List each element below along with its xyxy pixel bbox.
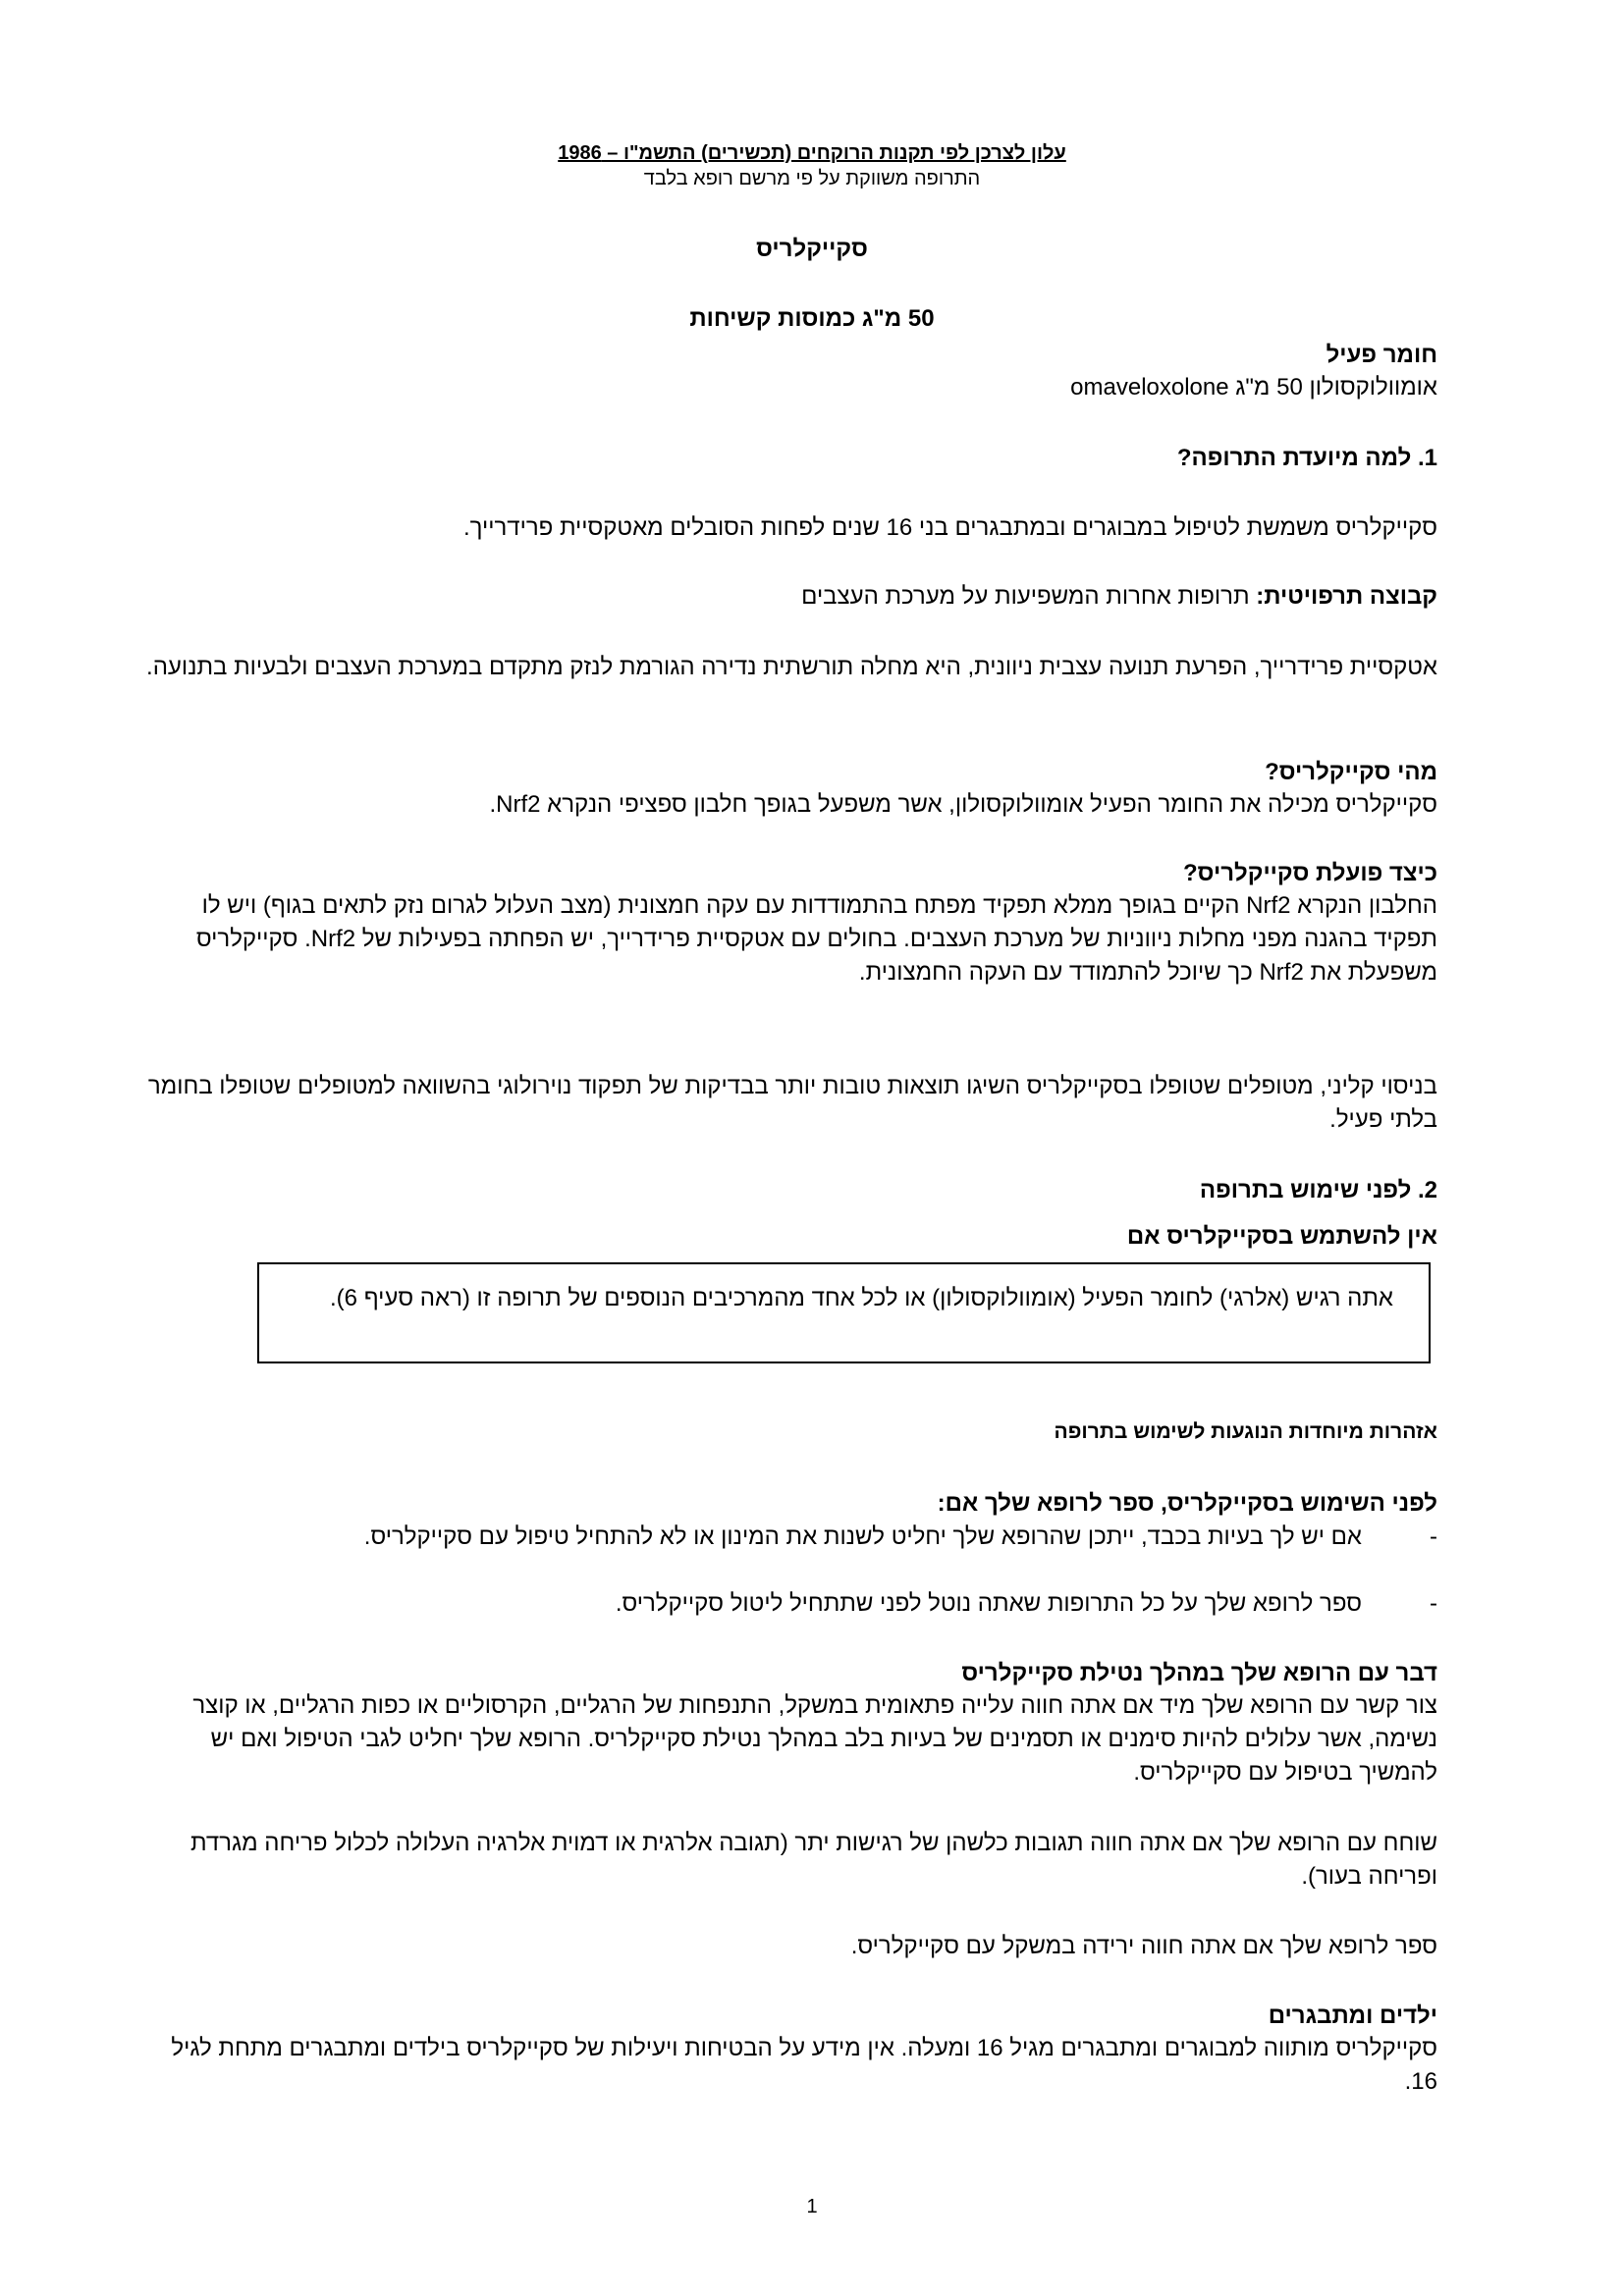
before-use-item-2: ספר לרופא שלך על כל התרופות שאתה נוטל לפני שתתחיל ליטול סקייקלריס. [615,1590,1362,1617]
therapeutic-group-label: קבוצה תרפויטית: [1256,583,1437,610]
section-2-heading: 2. לפני שימוש בתרופה [1199,1177,1437,1203]
page-number: 1 [806,2196,818,2217]
children-text: סקייקלריס מותווה למבוגרים ומתבגרים מגיל 16 ומעלה. אין מידע על הבטיחות ויעילות של סקייקלריס בילדים ומתבגרים מתחת לגיל 16. [171,2035,1437,2095]
what-is-heading: מהי סקייקלריס? [1265,759,1437,785]
product-name: סקייקלריס [756,236,868,262]
do-not-use-box [257,1262,1431,1363]
what-is-text: סקייקלריס מכילה את החומר הפעיל אומוולוקסולון, אשר משפעל בגופך חלבון ספציפי הנקרא Nrf2. [489,791,1437,818]
do-not-use-box-text: אתה רגיש (אלרגי) לחומר הפעיל (אומוולוקסולון) או לכל אחד מהמרכיבים הנוספים של תרופה זו (ראה סעיף 6). [330,1285,1393,1311]
prescription-note: התרופה משווקת על פי מרשם רופא בלבד [643,168,981,189]
do-not-use-heading: אין להשתמש בסקייקלריס אם [1126,1223,1437,1250]
product-strength-form: 50 מ"ג כמוסות קשיחות [689,305,935,332]
section-1-heading: 1. למה מיועדת התרופה? [1176,445,1437,471]
therapeutic-group-text: תרופות אחרות המשפיעות על מערכת העצבים [801,583,1250,610]
hypersensitivity-text: שוחח עם הרופא שלך אם אתה חווה תגובות כלשהן של רגישות יתר (תגובה אלרגית או דמוית אלרגיה העלולה לכלול פריחה מגרדת ופריחה בעור). [190,1830,1437,1890]
list-item [132,1587,1437,1621]
talk-doctor-text: צור קשר עם הרופא שלך מיד אם אתה חווה עלייה פתאומית במשקל, התנפחות של הרגליים, הקרסוליים או כפות הרגליים, או קוצר נשימה, אשר עלולים להיות סימנים או תסמינים של בעיות בלב במהלך נטילת סקייקלריס. הרופא שלך יחליט לגבי הטיפול ואם יש להמשיך בטיפול עם סקייקלריס. [192,1692,1437,1786]
how-works-text: החלבון הנקרא Nrf2 הקיים בגופך ממלא תפקיד מפתח בהתמודדות עם עקה חמצונית (מצב העלול לגרום נזק לתאים בגוף) ויש לו תפקיד בהגנה מפני מחלות ניווניות של מערכת העצבים. בחולים עם אטקסיית פרידרייך, יש הפחתה בפעילות של Nrf2. סקייקלריס משפעלת את Nrf2 כך שיוכל להתמודד עם העקה החמצונית. [195,892,1437,986]
therapeutic-group [132,580,1437,614]
bullet-dash: - [1430,1590,1437,1617]
active-ingredient-text: אומוולוקסולון 50 מ"ג omaveloxolone [1070,374,1437,400]
before-use-item-1: אם יש לך בעיות בכבד, ייתכן שהרופא שלך יחליט לשנות את המינון או לא להתחיל טיפול עם סקייקלריס. [363,1523,1362,1550]
warnings-heading: אזהרות מיוחדות הנוגעות לשימוש בתרופה [1054,1420,1437,1443]
active-ingredient-heading: חומר פעיל [1326,342,1437,368]
how-works-heading: כיצד פועלת סקייקלריס? [1183,860,1437,886]
regulation-header: עלון לצרכן לפי תקנות הרוקחים (תכשירים) התשמ"ו – 1986 [558,142,1066,164]
bullet-dash: - [1430,1523,1437,1550]
talk-doctor-heading: דבר עם הרופא שלך במהלך נטילת סקייקלריס [961,1660,1437,1686]
before-use-heading: לפני השימוש בסקייקלריס, ספר לרופא שלך אם: [937,1490,1437,1517]
clinical-trial-text: בניסוי קליני, מטופלים שטופלו בסקייקלריס השיגו תוצאות טובות יותר בבדיקות של תפקוד נוירולוגי בהשוואה למטופלים שטופלו בחומר בלתי פעיל. [147,1073,1437,1133]
list-item [132,1521,1437,1587]
children-heading: ילדים ומתבגרים [1268,2002,1437,2029]
ataxia-description: אטקסיית פרידרייך, הפרעת תנועה עצבית ניוונית, היא מחלה תורשתית נדירה הגורמת לנזק מתקדם במערכת העצבים ולבעיות בתנועה. [146,654,1437,680]
indication-text: סקייקלריס משמשת לטיפול במבוגרים ובמתבגרים בני 16 שנים לפחות הסובלים מאטקסיית פרידרייך. [463,514,1437,541]
weight-loss-text: ספר לרופא שלך אם אתה חווה ירידה במשקל עם סקייקלריס. [850,1933,1437,1959]
